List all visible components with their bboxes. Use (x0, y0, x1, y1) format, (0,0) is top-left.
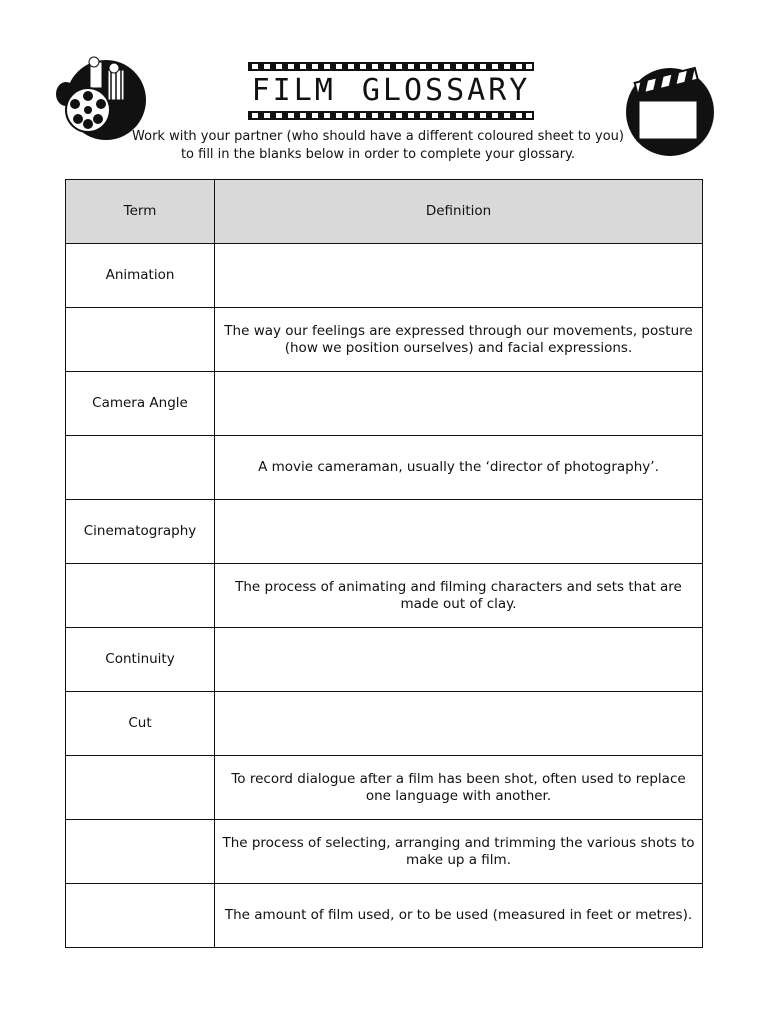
instructions-text: Work with your partner (who should have a different coloured sheet to you) to fill in the blanks below in order to complete your glossary. (132, 129, 624, 162)
term-cell[interactable] (66, 820, 215, 884)
term-cell[interactable]: Animation (66, 244, 215, 308)
definition-cell[interactable]: The amount of film used, or to be used (measured in feet or metres). (215, 884, 703, 948)
term-cell[interactable]: Cut (66, 692, 215, 756)
table-row (66, 820, 703, 884)
definition-cell[interactable] (215, 500, 703, 564)
title-word-glossary: GLOSSARY (361, 73, 531, 108)
term-cell[interactable] (66, 884, 215, 948)
term-cell[interactable] (66, 436, 215, 500)
table-row (66, 692, 703, 756)
table-row (66, 436, 703, 500)
table-row (66, 884, 703, 948)
table-row (66, 244, 703, 308)
glossary-table (65, 179, 703, 948)
table-row (66, 308, 703, 372)
table-row (66, 564, 703, 628)
definition-cell[interactable]: To record dialogue after a film has been shot, often used to replace one language with another. (215, 756, 703, 820)
definition-cell[interactable] (215, 372, 703, 436)
clapperboard-icon (620, 62, 716, 158)
term-cell[interactable] (66, 564, 215, 628)
header-definition: Definition (215, 180, 703, 244)
definition-cell[interactable]: A movie cameraman, usually the ‘director of photography’. (215, 436, 703, 500)
page-title (248, 70, 534, 112)
definition-cell[interactable]: The process of animating and filming characters and sets that are made out of clay. (215, 564, 703, 628)
term-cell[interactable] (66, 308, 215, 372)
title-word-film: FILM (251, 73, 336, 108)
definition-cell[interactable]: The way our feelings are expressed through our movements, posture (how we position ourselves) and facial expressions. (215, 308, 703, 372)
definition-cell[interactable] (215, 244, 703, 308)
table-row (66, 628, 703, 692)
term-cell[interactable] (66, 756, 215, 820)
table-row (66, 372, 703, 436)
term-cell[interactable]: Cinematography (66, 500, 215, 564)
definition-cell[interactable] (215, 692, 703, 756)
definition-cell[interactable]: The process of selecting, arranging and trimming the various shots to make up a film. (215, 820, 703, 884)
term-cell[interactable]: Camera Angle (66, 372, 215, 436)
header-term: Term (66, 180, 215, 244)
term-cell[interactable]: Continuity (66, 628, 215, 692)
table-row (66, 500, 703, 564)
table-row (66, 756, 703, 820)
definition-cell[interactable] (215, 628, 703, 692)
table-header-row (66, 180, 703, 244)
